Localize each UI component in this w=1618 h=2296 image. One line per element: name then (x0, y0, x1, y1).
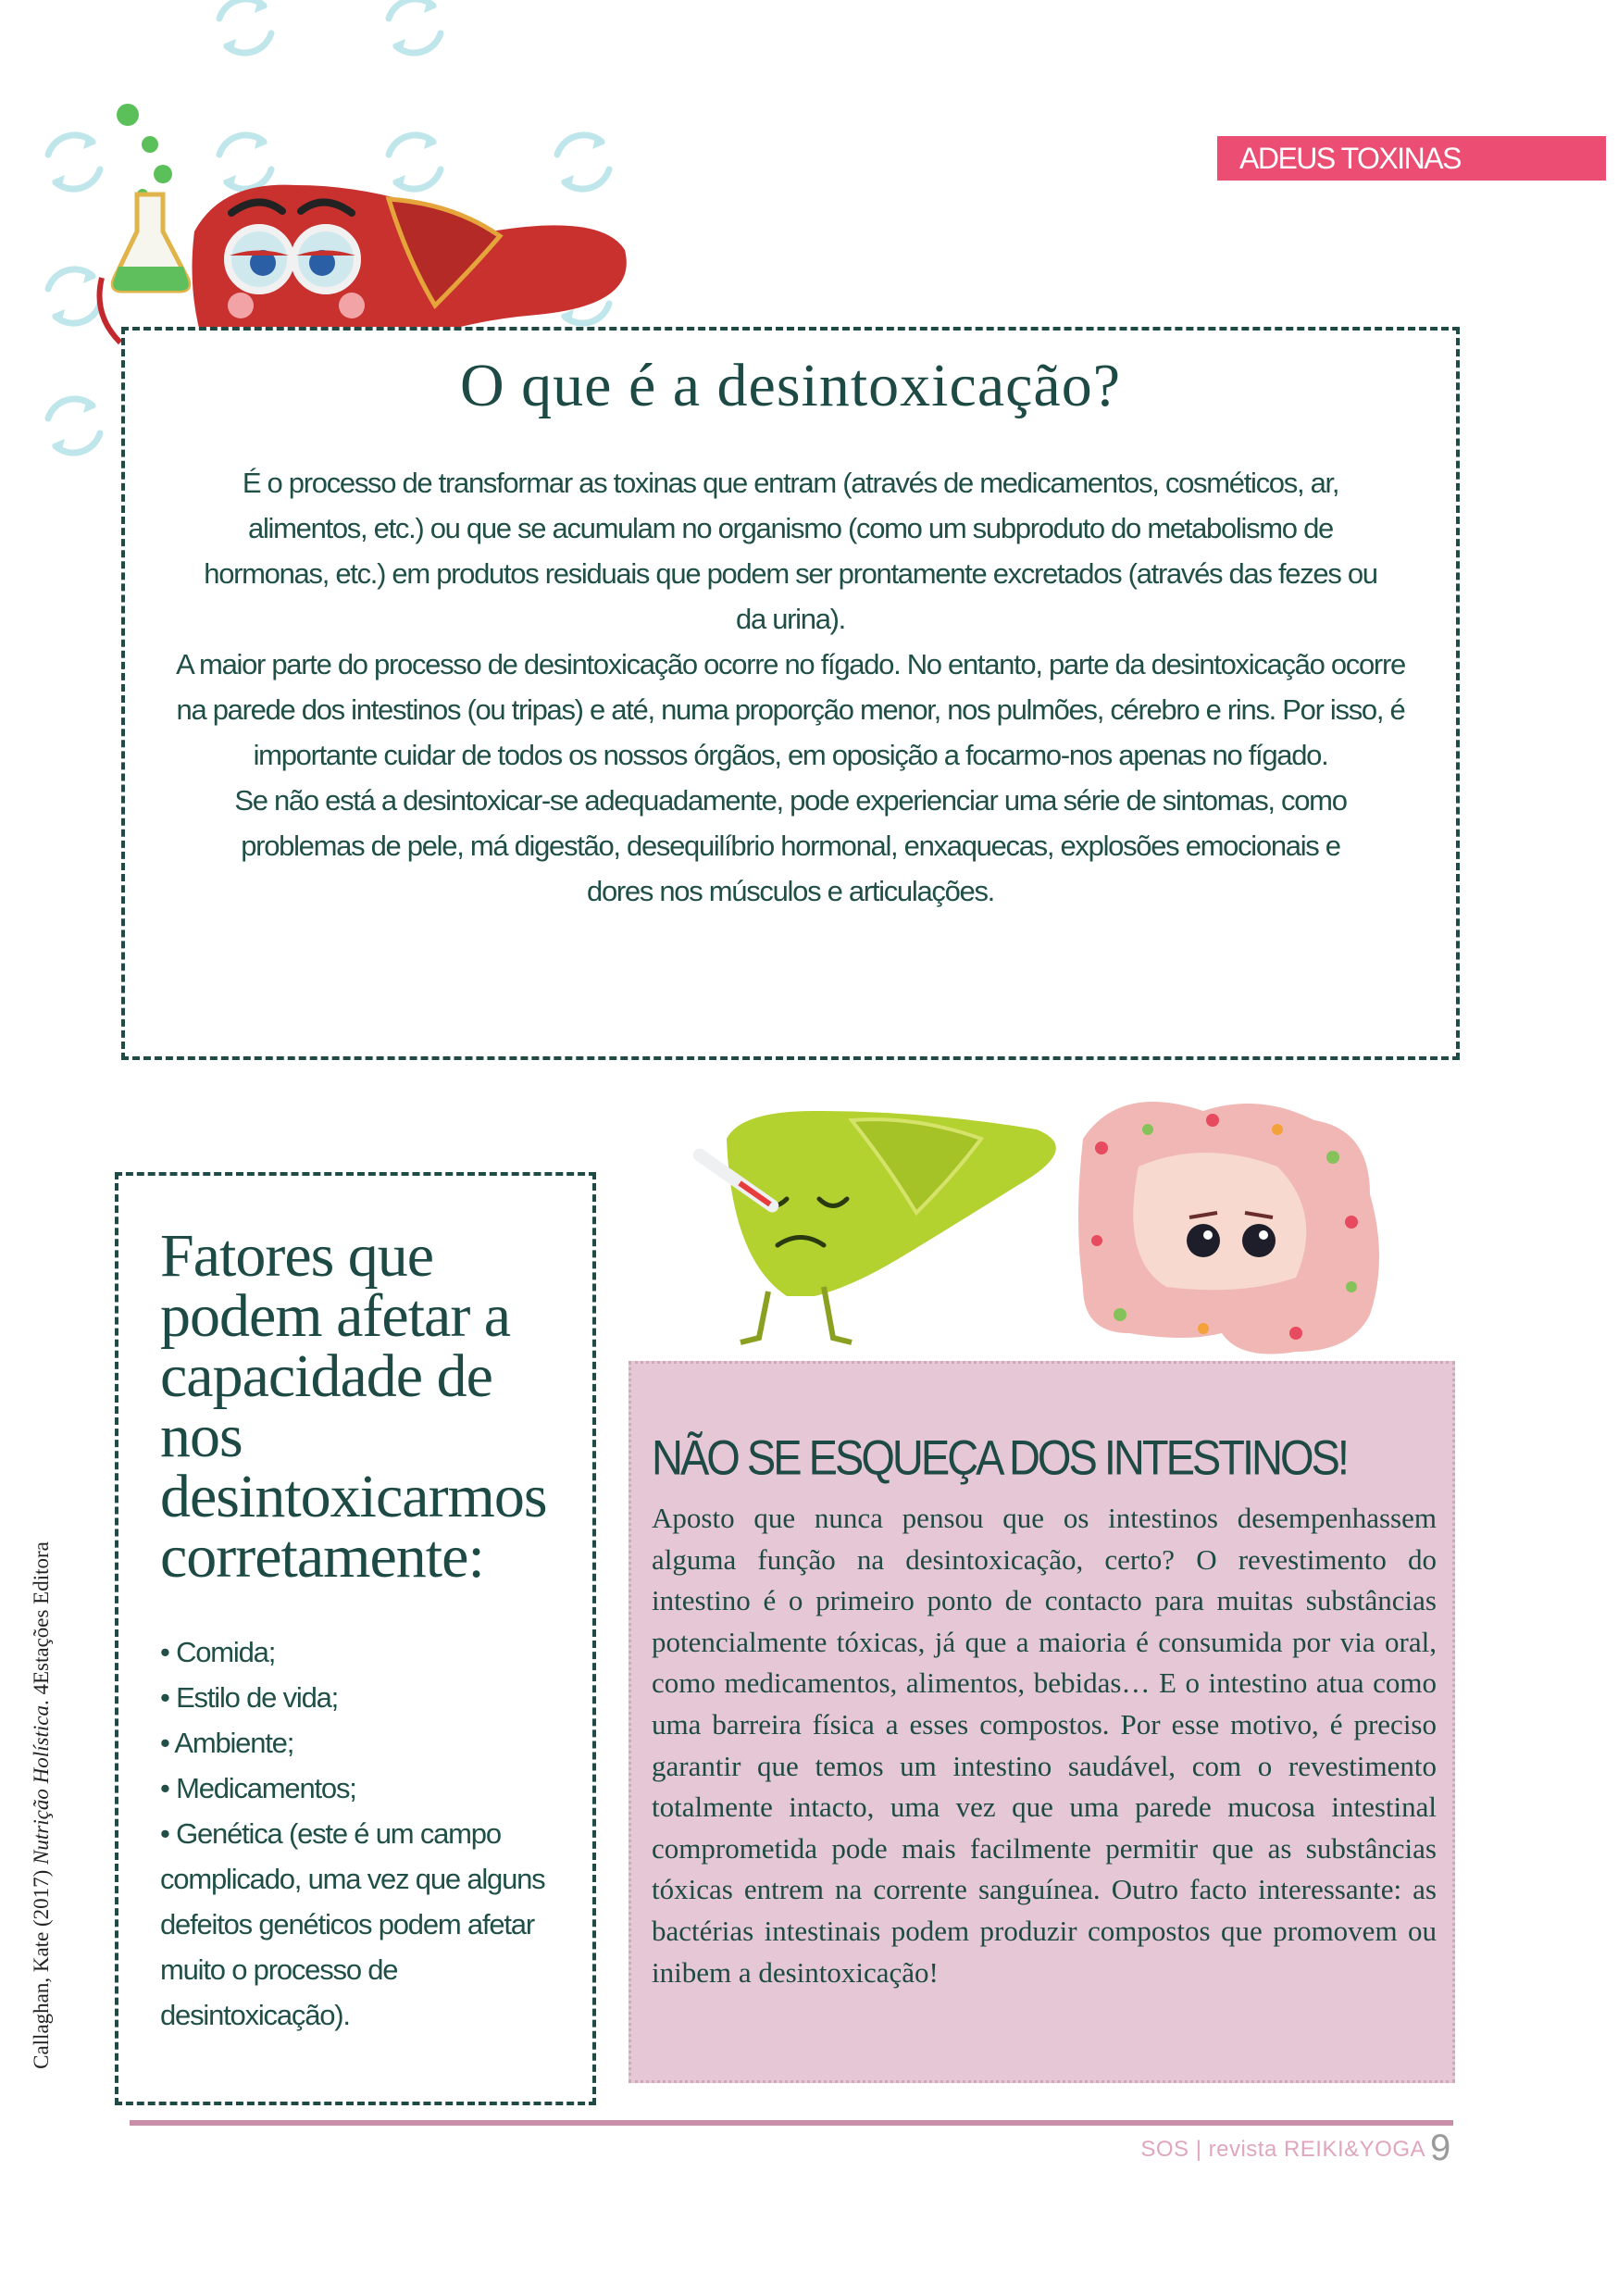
intestinos-title: NÃO SE ESQUEÇA DOS INTESTINOS! (652, 1429, 1347, 1485)
footer-magazine: SOS | revista REIKI&YOGA (1140, 2137, 1425, 2162)
intestinos-box (629, 1361, 1455, 2083)
fatores-box (115, 1172, 596, 2105)
desintoxicacao-title: O que é a desintoxicação? (459, 352, 1121, 419)
fatores-list-item: • Estilo de vida; (160, 1675, 567, 1720)
fatores-list-item: • Medicamentos; (160, 1766, 567, 1811)
fatores-list-item: • Comida; (160, 1629, 567, 1675)
section-tag: ADEUS TOXINAS (1217, 136, 1606, 181)
credit-publisher: . 4Estações Editora (30, 1541, 53, 1706)
fatores-list (160, 1629, 567, 2038)
desintoxicacao-paragraph: É o processo de transformar as toxinas que entram (através de medicamentos, cosméticos, ar, alimentos, etc.) ou que se acumulam no organismo (como um subproduto do metabolismo de hormonas, etc.) em produtos residuais que podem ser prontamente excretados (através das fezes ou da urina). (204, 467, 1377, 635)
credit-author: Callaghan, Kate (2017) (30, 1864, 53, 2069)
fatores-list-item: • Genética (este é um campo complicado, uma vez que alguns defeitos genéticos podem afetar muito o processo de desintoxicação). (160, 1811, 567, 2038)
desintoxicacao-box (121, 327, 1460, 1060)
book-credit (30, 1528, 67, 2083)
desintoxicacao-paragraph: Se não está a desintoxicar-se adequadamente, pode experienciar uma série de sintomas, como problemas de pele, má digestão, desequilíbrio hormonal, enxaquecas, explosões emocionais e dores nos músculos e articulações. (234, 784, 1347, 907)
intestinos-body: Aposto que nunca pensou que os intestinos desempenhassem alguma função na desintoxicação, certo? O revestimento do intestino é o primeiro ponto de contacto para muitas substâncias potencialmente tóxicas, já que a maioria é consumida por via oral, como medicamentos, alimentos, bebidas… E o intestino atua como uma barreira física a esses compostos. Por esse motivo, é preciso garantir que temos um intestino saudável, com o revestimento totalmente intacto, uma vez que uma parede mucosa intestinal comprometida pode mais facilmente permitir que as substâncias tóxicas entrem na corrente sanguínea. Outro facto interessante: as bactérias intestinais podem produzir compostos que promovem ou inibem a desintoxicação! (652, 1502, 1437, 1989)
desintoxicacao-body (162, 460, 1419, 914)
credit-book-title: Nutrição Holística (30, 1705, 53, 1865)
fatores-list-item: • Ambiente; (160, 1720, 567, 1766)
fatores-title: Fatores que podem afetar a capacidade de nos desintoxicarmos corretamente: (160, 1222, 547, 1591)
desintoxicacao-paragraph: A maior parte do processo de desintoxicação ocorre no fígado. No entanto, parte da desintoxicação ocorre na parede dos intestinos (ou tripas) e até, numa proporção menor, nos pulmões, cérebro e rins. Por isso, é importante cuidar de todos os nossos órgãos, em oposição a focarmo-nos apenas no fígado. (176, 648, 1405, 771)
footer-rule (130, 2120, 1453, 2126)
page-number: 9 (1430, 2128, 1451, 2168)
